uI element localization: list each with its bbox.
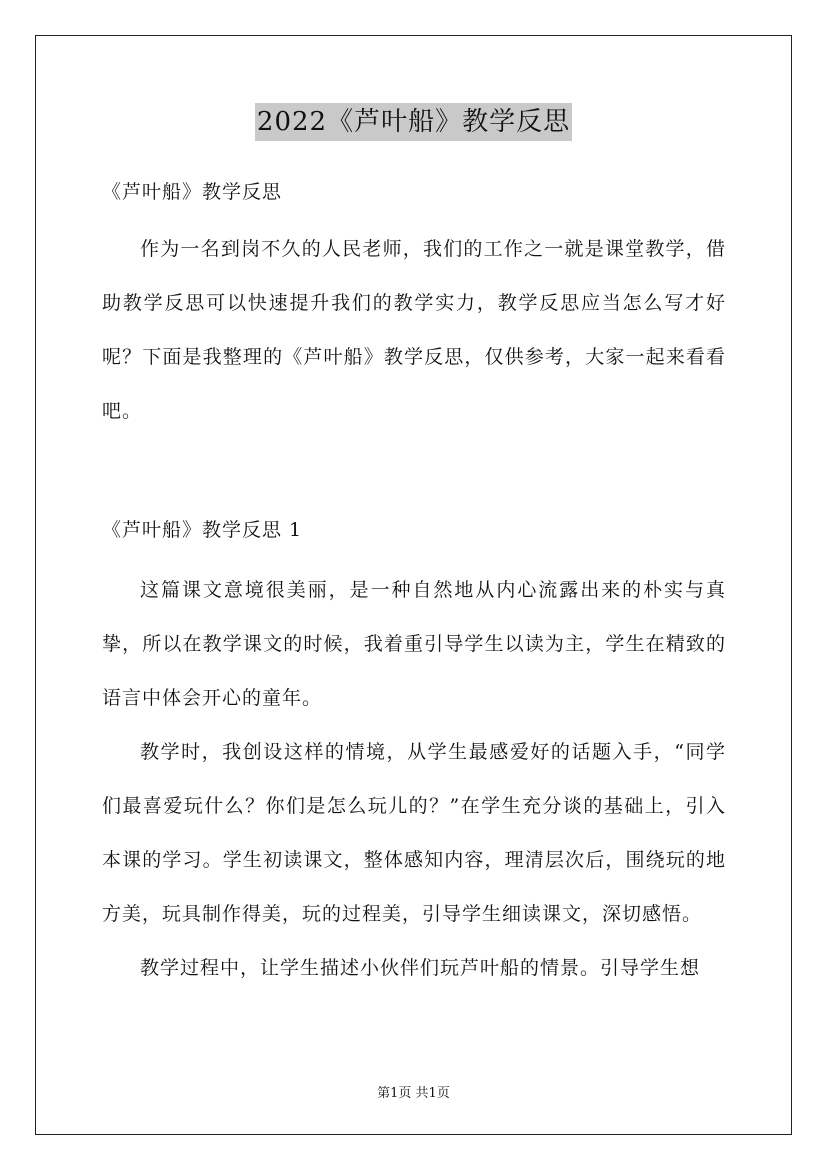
body-paragraph: 教学时，我创设这样的情境，从学生最感爱好的话题入手，“同学们最喜爱玩什么？你们是怎么玩儿的？”在学生充分谈的基础上，引入本课的学习。学生初读课文，整体感知内容，理清层次后，围绕玩的地方美，玩具制作得美，玩的过程美，引导学生细读课文，深切感悟。 (102, 741, 726, 925)
body-paragraph: 这篇课文意境很美丽，是一种自然地从内心流露出来的朴实与真挚，所以在教学课文的时候，我着重引导学生以读为主，学生在精致的语言中体会开心的童年。 (102, 579, 726, 709)
page-footer: 第1页 共1页 (377, 1086, 450, 1101)
body-paragraph: 教学过程中，让学生描述小伙伴们玩芦叶船的情景。引导学生想 (140, 957, 701, 979)
spacer (102, 215, 726, 222)
intro-heading: 《芦叶船》教学反思 (102, 181, 283, 203)
intro-paragraph: 作为一名到岗不久的人民老师，我们的工作之一就是课堂教学，借助教学反思可以快速提升我们的教学实力，教学反思应当怎么写才好呢？下面是我整理的《芦叶船》教学反思，仅供参考，大家一起来看看吧。 (102, 238, 726, 422)
document-title: 2022《芦叶船》教学反思 (255, 103, 572, 141)
section-heading: 《芦叶船》教学反思 1 (102, 519, 303, 541)
document-body (102, 170, 726, 995)
spacer (102, 553, 726, 563)
title-container (0, 103, 827, 141)
spacer (102, 438, 726, 508)
